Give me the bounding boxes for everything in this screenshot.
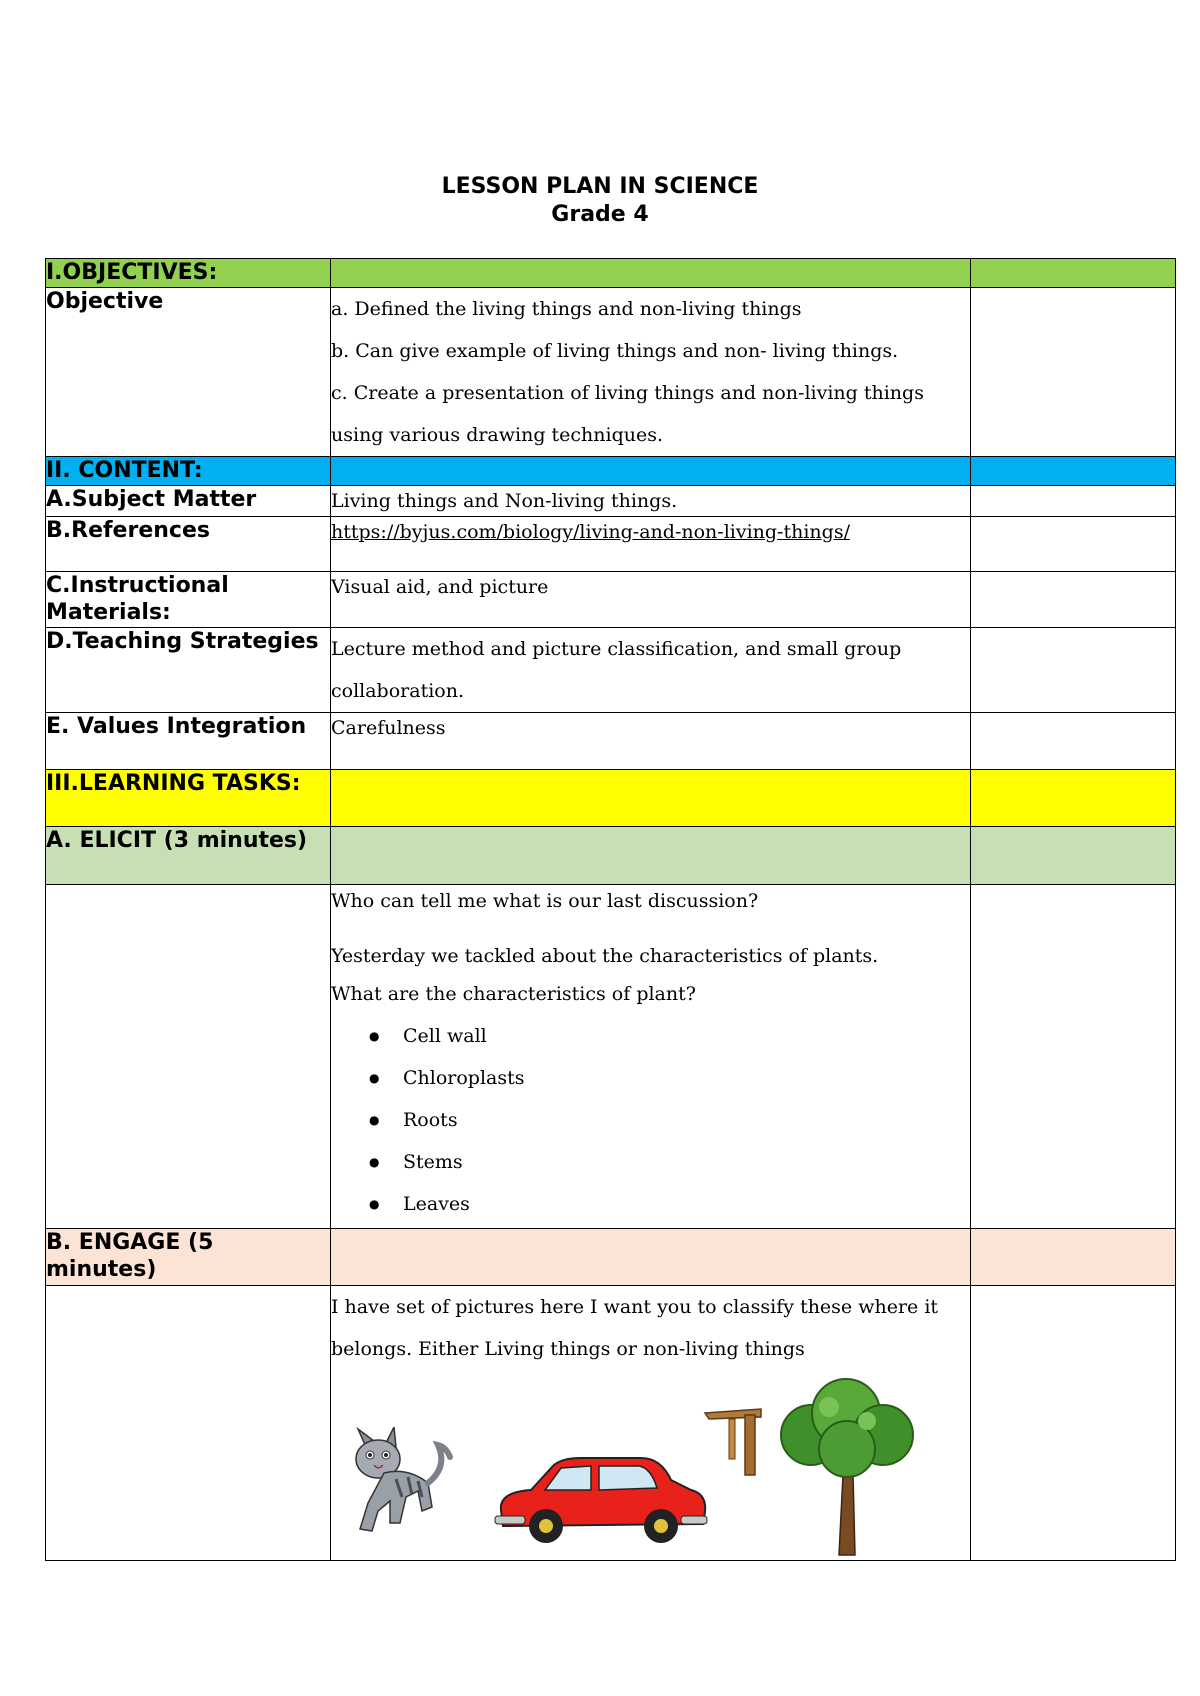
values-label: E. Values Integration bbox=[46, 713, 331, 770]
engage-content-row bbox=[46, 1286, 1176, 1561]
strategies-label: D.Teaching Strategies bbox=[46, 628, 331, 713]
objective-items bbox=[331, 288, 971, 457]
strategies-row bbox=[46, 628, 1176, 713]
classification-pictures bbox=[331, 1370, 970, 1560]
engage-label: B. ENGAGE (5 minutes) bbox=[46, 1229, 331, 1286]
subject-matter-value: Living things and Non-living things. bbox=[331, 486, 971, 517]
car-picture bbox=[491, 1450, 711, 1550]
tree-picture bbox=[771, 1375, 921, 1565]
list-item: ● Leaves bbox=[403, 1183, 970, 1225]
strategies-line-2: collaboration. bbox=[331, 680, 464, 702]
objectives-header: I.OBJECTIVES: bbox=[46, 259, 331, 288]
elicit-content-row bbox=[46, 885, 1176, 1229]
grade-subtitle: Grade 4 bbox=[551, 202, 649, 227]
objective-item-a: a. Defined the living things and non-living things bbox=[331, 298, 802, 320]
elicit-content bbox=[331, 885, 971, 1229]
plant-characteristics-list bbox=[331, 1015, 970, 1225]
subject-matter-row bbox=[46, 486, 1176, 517]
engage-line-2: belongs. Either Living things or non-living things bbox=[331, 1338, 805, 1360]
cat-picture bbox=[336, 1427, 456, 1537]
content-header: II. CONTENT: bbox=[46, 457, 331, 486]
values-row bbox=[46, 713, 1176, 770]
values-value: Carefulness bbox=[331, 713, 971, 770]
document-title: LESSON PLAN IN SCIENCE bbox=[441, 174, 759, 199]
materials-label: C.Instructional Materials: bbox=[46, 572, 331, 628]
objective-item-c: c. Create a presentation of living things and non-living things bbox=[331, 382, 924, 404]
list-item: ● Cell wall bbox=[403, 1015, 970, 1057]
chair-picture bbox=[701, 1405, 771, 1485]
list-item: ● Chloroplasts bbox=[403, 1057, 970, 1099]
elicit-question: Who can tell me what is our last discussion? bbox=[331, 890, 759, 912]
learning-tasks-header: III.LEARNING TASKS: bbox=[46, 770, 331, 827]
list-item: ● Stems bbox=[403, 1141, 970, 1183]
elicit-prompt: What are the characteristics of plant? bbox=[331, 983, 696, 1005]
strategies-line-1: Lecture method and picture classification, and small group bbox=[331, 638, 902, 660]
objective-row bbox=[46, 288, 1176, 457]
engage-header-row bbox=[46, 1229, 1176, 1286]
engage-line-1: I have set of pictures here I want you to classify these where it bbox=[331, 1296, 939, 1318]
strategies-value bbox=[331, 628, 971, 713]
references-row bbox=[46, 517, 1176, 572]
objective-item-c-cont: using various drawing techniques. bbox=[331, 424, 664, 446]
learning-tasks-header-row bbox=[46, 770, 1176, 827]
list-item: ● Roots bbox=[403, 1099, 970, 1141]
objective-item-b: b. Can give example of living things and non- living things. bbox=[331, 340, 899, 362]
elicit-header-row bbox=[46, 827, 1176, 885]
subject-matter-label: A.Subject Matter bbox=[46, 486, 331, 517]
elicit-label: A. ELICIT (3 minutes) bbox=[46, 827, 331, 885]
content-header-row bbox=[46, 457, 1176, 486]
lesson-plan-table bbox=[45, 258, 1176, 1561]
elicit-statement: Yesterday we tackled about the characteristics of plants. bbox=[331, 945, 879, 967]
references-link[interactable]: https://byjus.com/biology/living-and-non-living-things/ bbox=[331, 521, 850, 543]
objectives-header-row bbox=[46, 259, 1176, 288]
materials-row bbox=[46, 572, 1176, 628]
objective-label: Objective bbox=[46, 288, 331, 457]
materials-value: Visual aid, and picture bbox=[331, 572, 971, 628]
references-label: B.References bbox=[46, 517, 331, 572]
engage-content bbox=[331, 1286, 971, 1561]
